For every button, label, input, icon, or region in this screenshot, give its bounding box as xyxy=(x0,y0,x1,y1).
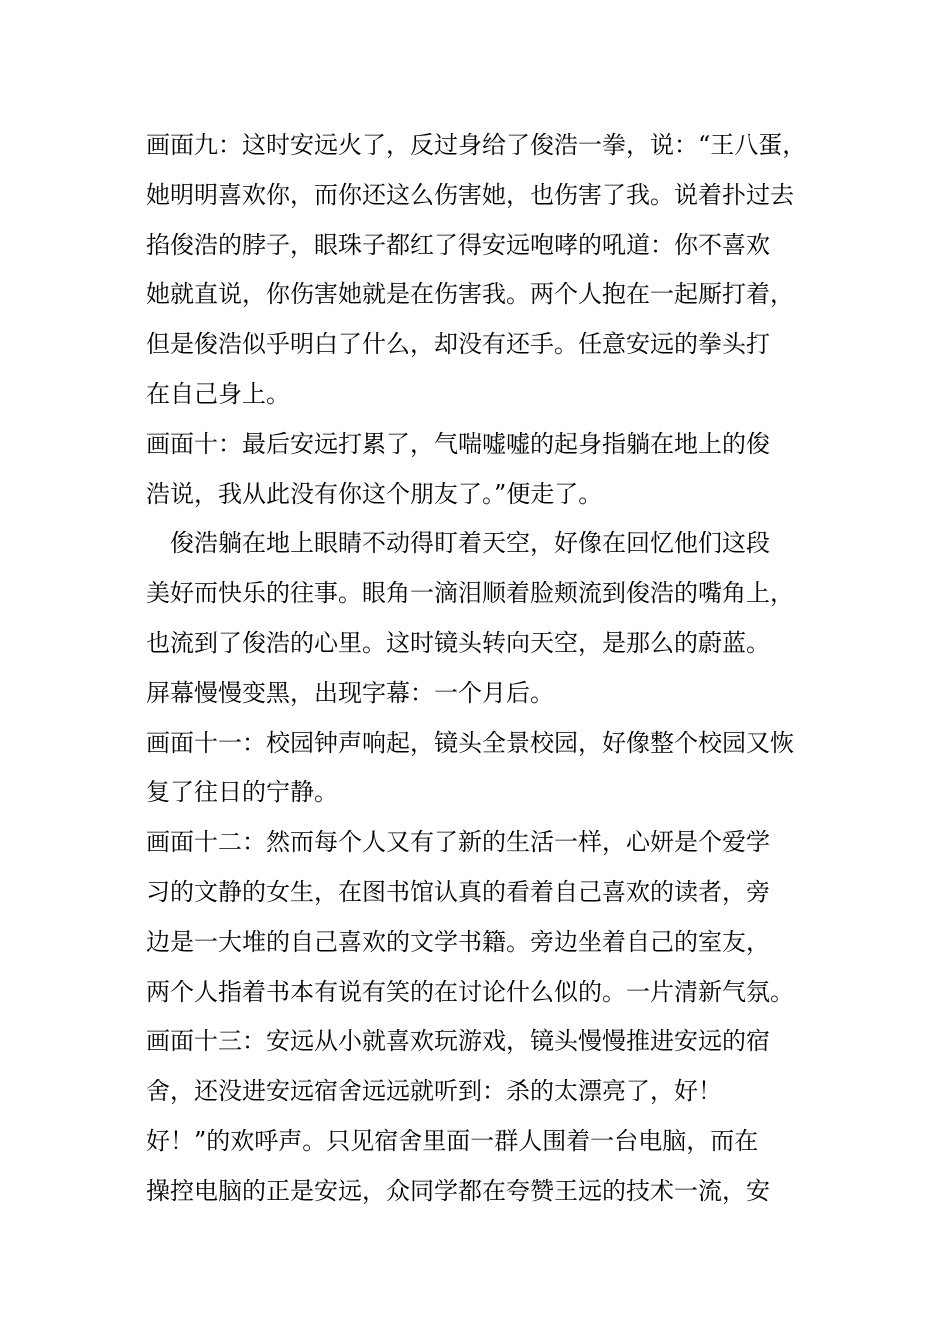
text-line: 但是俊浩似乎明白了什么，却没有还手。任意安远的拳头打 xyxy=(146,330,770,359)
text-line: 画面九：这时安远火了，反过身给了俊浩一拳，说：“王八蛋， xyxy=(146,131,807,159)
text-line: 浩说，我从此没有你这个朋友了。”便走了。 xyxy=(146,479,603,508)
text-line: 画面十一：校园钟声响起，镜头全景校园，好像整个校园又恢 xyxy=(146,728,794,757)
text-line: 画面十二：然而每个人又有了新的生活一样，心妍是个爱学 xyxy=(146,828,770,857)
text-line: 掐俊浩的脖子，眼珠子都红了得安远咆哮的吼道：你不喜欢 xyxy=(146,230,770,259)
body-text xyxy=(146,121,826,1217)
text-line: 在自己身上。 xyxy=(146,379,290,408)
text-line: 操控电脑的正是安远，众同学都在夸赞王远的技术一流，安 xyxy=(146,1176,770,1205)
text-line: 边是一大堆的自己喜欢的文学书籍。旁边坐着自己的室友， xyxy=(146,927,770,956)
text-line: 两个人指着书本有说有笑的在讨论什么似的。一片清新气氛。 xyxy=(146,977,794,1006)
text-line: 舍，还没进安远宿舍远远就听到：杀的太漂亮了，好！ xyxy=(146,1077,722,1106)
text-line: 俊浩躺在地上眼睛不动得盯着天空，好像在回忆他们这段 xyxy=(170,529,770,558)
text-line: 复了往日的宁静。 xyxy=(146,778,338,807)
text-line: 她就直说，你伤害她就是在伤害我。两个人抱在一起厮打着， xyxy=(146,280,794,309)
text-line: 画面十三：安远从小就喜欢玩游戏，镜头慢慢推进安远的宿 xyxy=(146,1027,770,1056)
text-line: 美好而快乐的往事。眼角一滴泪顺着脸颊流到俊浩的嘴角上， xyxy=(146,579,794,608)
text-line: 习的文静的女生，在图书馆认真的看着自己喜欢的读者，旁 xyxy=(146,877,770,906)
text-line: 她明明喜欢你，而你还这么伤害她，也伤害了我。说着扑过去 xyxy=(146,180,794,209)
text-line: 好！”的欢呼声。只见宿舍里面一群人围着一台电脑，而在 xyxy=(146,1126,759,1155)
text-line: 画面十：最后安远打累了，气喘嘘嘘的起身指躺在地上的俊 xyxy=(146,429,770,458)
text-line: 屏幕慢慢变黑，出现字幕：一个月后。 xyxy=(146,678,554,707)
text-line: 也流到了俊浩的心里。这时镜头转向天空，是那么的蔚蓝。 xyxy=(146,628,770,657)
